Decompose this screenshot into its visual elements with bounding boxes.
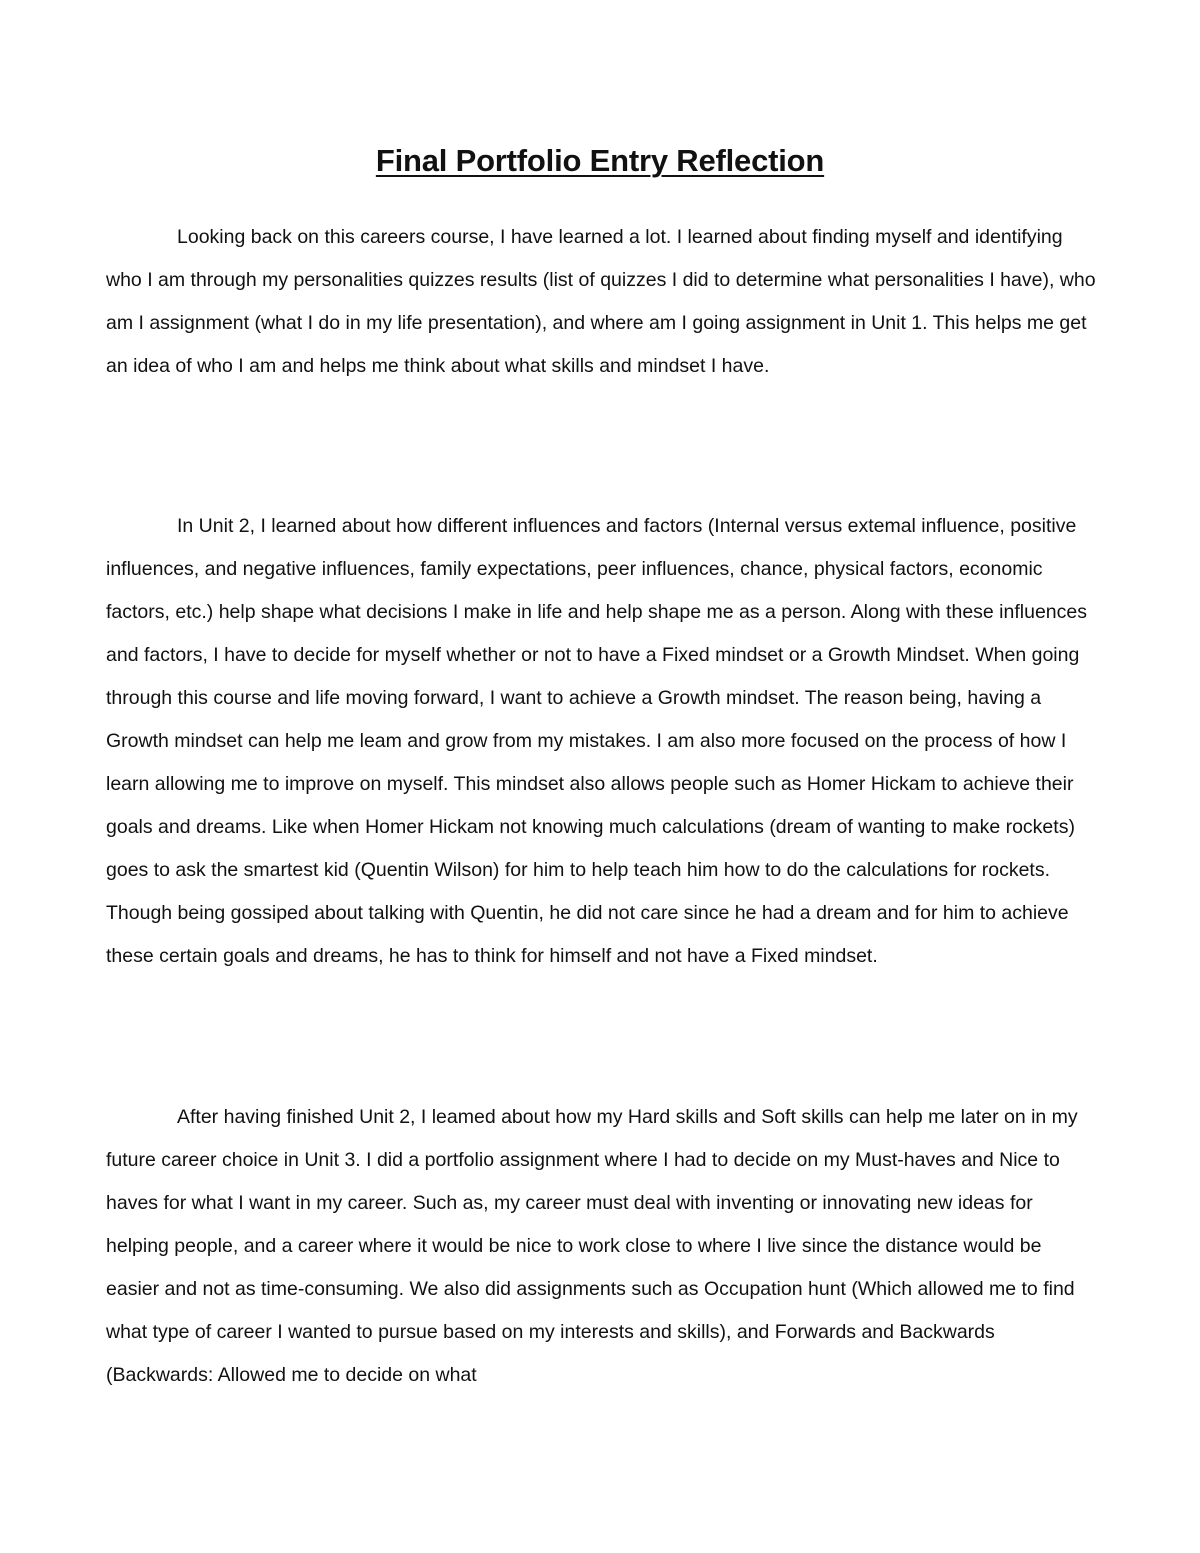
paragraph-unit-3: After having finished Unit 2, I leamed about how my Hard skills and Soft skills can help me later on in my future career choice in Unit 3. I did a portfolio assignment where I had to decide on my Must-haves and Nice to haves for what I want in my career. Such as, my career must deal with inventing or innovating new ideas for helping people, and a career where it would be nice to work close to where I live since the distance would be easier and not as time-consuming. We also did assignments such as Occupation hunt (Which allowed me to find what type of career I wanted to pursue based on my interests and skills), and Forwards and Backwards (Backwards: Allowed me to decide on what xyxy=(106,1106,1078,1386)
paragraph-unit-2: In Unit 2, I learned about how different influences and factors (Internal versus extemal influence, positive influences, and negative influences, family expectations, peer influences, chance, physical factors, economic factors, etc.) help shape what decisions I make in life and help shape me as a person. Along with these influences and factors, I have to decide for myself whether or not to have a Fixed mindset or a Growth Mindset. When going through this course and life moving forward, I want to achieve a Growth mindset. The reason being, having a Growth mindset can help me leam and grow from my mistakes. I am also more focused on the process of how I learn allowing me to improve on myself. This mindset also allows people such as Homer Hickam to achieve their goals and dreams. Like when Homer Hickam not knowing much calculations (dream of wanting to make rockets) goes to ask the smartest kid (Quentin Wilson) for him to help teach him how to do the calculations for rockets. Though being gossiped about talking with Quentin, he did not care since he had a dream and for him to achieve these certain goals and dreams, he has to think for himself and not have a Fixed mindset. xyxy=(106,515,1087,967)
paragraph-unit-1: Looking back on this careers course, I have learned a lot. I learned about finding myself and identifying who I am through my personalities quizzes results (list of quizzes I did to determine what personalities I have), who am I assignment (what I do in my life presentation), and where am I going assignment in Unit 1. This helps me get an idea of who I am and helps me think about what skills and mindset I have. xyxy=(106,226,1096,377)
document-title: Final Portfolio Entry Reflection xyxy=(375,143,825,178)
